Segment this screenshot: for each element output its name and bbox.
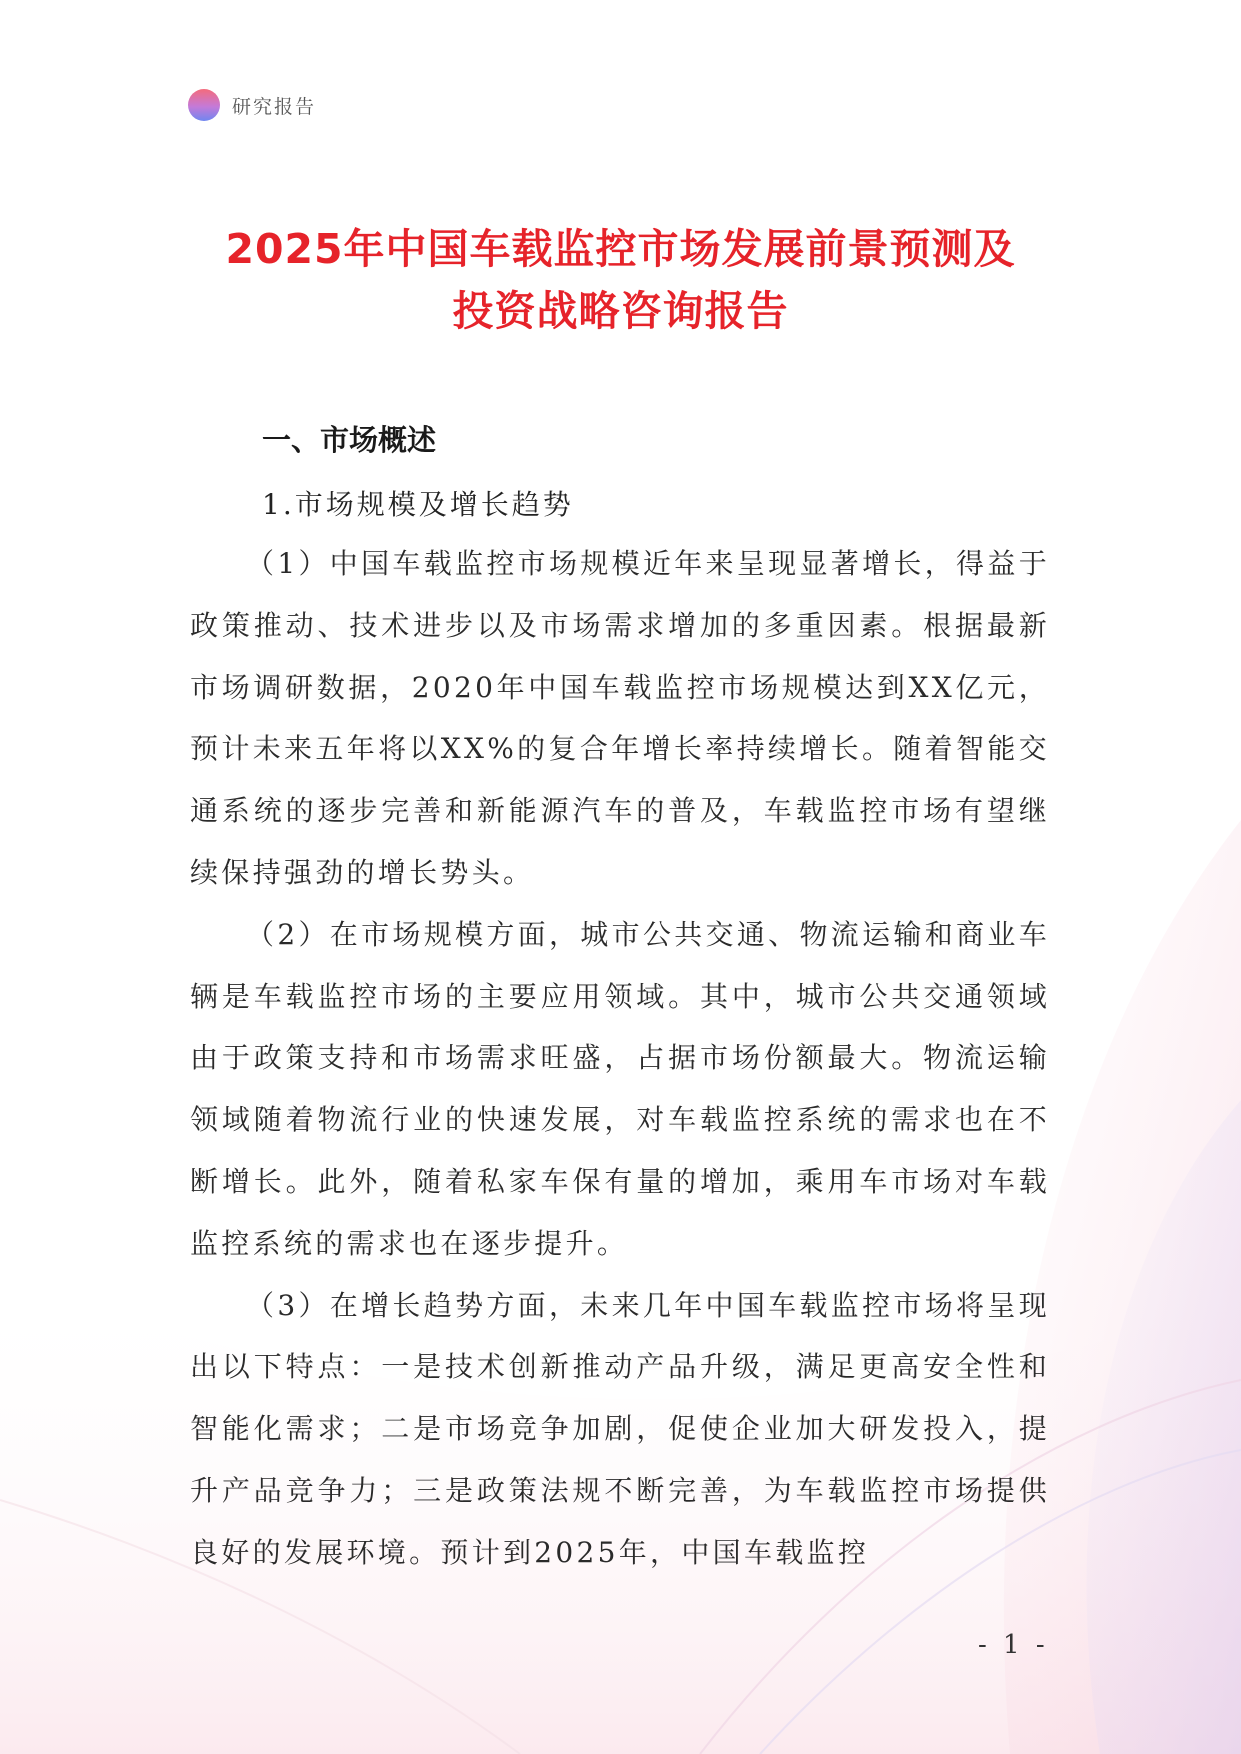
paragraph: （3）在增长趋势方面，未来几年中国车载监控市场将呈现出以下特点：一是技术创新推动产品升级，满足更高安全性和智能化需求；二是市场竞争加剧，促使企业加大研发投入，提升产品竞争力；三是政策法规不断完善，为车载监控市场提供良好的发展环境。预计到2025年，中国车载监控 bbox=[190, 1288, 1050, 1569]
section-heading: 一、市场概述 bbox=[262, 423, 437, 457]
report-header bbox=[188, 88, 316, 122]
paragraph: （2）在市场规模方面，城市公共交通、物流运输和商业车辆是车载监控市场的主要应用领域。其中，城市公共交通领域由于政策支持和市场需求旺盛，占据市场份额最大。物流运输领域随着物流行业的快速发展，对车载监控系统的需求也在不断增长。此外，随着私家车保有量的增加，乘用车市场对车载监控系统的需求也在逐步提升。 bbox=[190, 917, 1050, 1260]
document-title-line-2: 投资战略咨询报告 bbox=[452, 287, 789, 335]
subsection-heading: 1.市场规模及增长趋势 bbox=[262, 488, 574, 521]
page-number: - 1 - bbox=[978, 1630, 1049, 1660]
paragraph: （1）中国车载监控市场规模近年来呈现显著增长，得益于政策推动、技术进步以及市场需求增加的多重因素。根据最新市场调研数据，2020年中国车载监控市场规模达到XX亿元，预计未来五年将以XX%的复合年增长率持续增长。随着智能交通系统的逐步完善和新能源汽车的普及，车载监控市场有望继续保持强劲的增长势头。 bbox=[190, 547, 1050, 889]
document-title bbox=[140, 218, 1101, 342]
body-text bbox=[190, 533, 1050, 1584]
header-label: 研究报告 bbox=[232, 95, 317, 118]
report-logo-icon bbox=[188, 89, 220, 121]
document-title-line-1: 2025年中国车载监控市场发展前景预测及 bbox=[225, 225, 1016, 273]
